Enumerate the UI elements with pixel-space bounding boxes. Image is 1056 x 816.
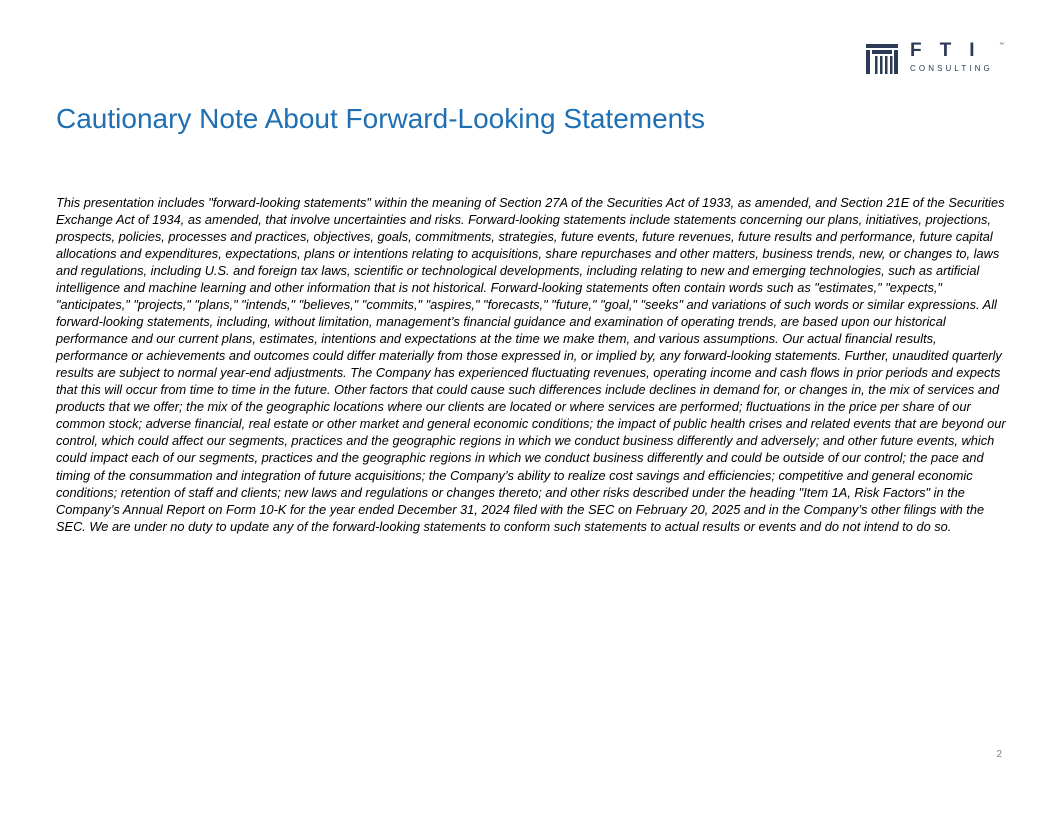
page-title: Cautionary Note About Forward-Looking Statements	[56, 103, 706, 134]
logo-wordmark: FTI	[910, 40, 993, 61]
disclaimer-paragraph: This presentation includes "forward-looking statements" within the meaning of Section 27A of the Securities Act of 1933, as amended, and Section 21E of the Securities Exchange Act of 1934, as amended, that involve uncertainties and risks. Forward-looking statements include statements concerning our plans, initiatives, projections, prospects, policies, processes and practices, objectives, goals, commitments, strategies, future events, future revenues, future results and performance, future capital allocations and expenditures, expectations, plans or intentions relating to acquisitions, share repurchases and other matters, business trends, new, or changes to, laws and regulations, including U.S. and foreign tax laws, scientific or technological developments, including relating to new and emerging technologies, such as artificial intelligence and machine learning and other information that is not historical. Forward-looking statements often contain words such as "estimates," "expects," "anticipates," "projects," "plans," "intends," "believes," "commits," "aspires," "forecasts," "future," "goal," "seeks" and variations of such words or similar expressions. All forward-looking statements, including, without limitation, management’s financial guidance and examination of operating trends, are based upon our historical performance and our current plans, estimates, intentions and expectations at the time we make them, and various assumptions. Our actual financial results, performance or achievements and outcomes could differ materially from those expressed in, or implied by, any forward-looking statements. Further, unaudited quarterly results are subject to normal year-end adjustments. The Company has experienced fluctuating revenues, operating income and cash flows in prior periods and expects that this will occur from time to time in the future. Other factors that could cause such differences include declines in demand for, or changes in, the mix of services and products that we offer; the mix of the geographic locations where our clients are located or where services are performed; fluctuations in the price per share of our common stock; adverse financial, real estate or other market and general economic conditions; the impact of public health crises and related events that are beyond our control, which could affect our segments, practices and the geographic regions in which we conduct business differently and adversely; and other future events, which could impact each of our segments, practices and the geographic regions in which we conduct business differently and could be outside of our control; the pace and timing of the consummation and integration of future acquisitions; the Company’s ability to realize cost savings and efficiencies; competitive and general economic conditions; retention of staff and clients; new laws and regulations or changes thereto; and other risks described under the heading "Item 1A, Risk Factors" in the Company’s Annual Report on Form 10-K for the year ended December 31, 2024 filed with the SEC on February 20, 2025 and in the Company’s other filings with the SEC. We are under no duty to update any of the forward-looking statements to conform such statements to actual results or events and do not intend to do so.	[56, 195, 1006, 534]
fti-logo-mark-icon	[866, 44, 898, 74]
fti-consulting-logo	[866, 40, 1006, 74]
page-number: 2	[996, 749, 1002, 760]
logo-subtitle: CONSULTING	[910, 64, 993, 73]
logo-trademark: ™	[999, 42, 1004, 48]
